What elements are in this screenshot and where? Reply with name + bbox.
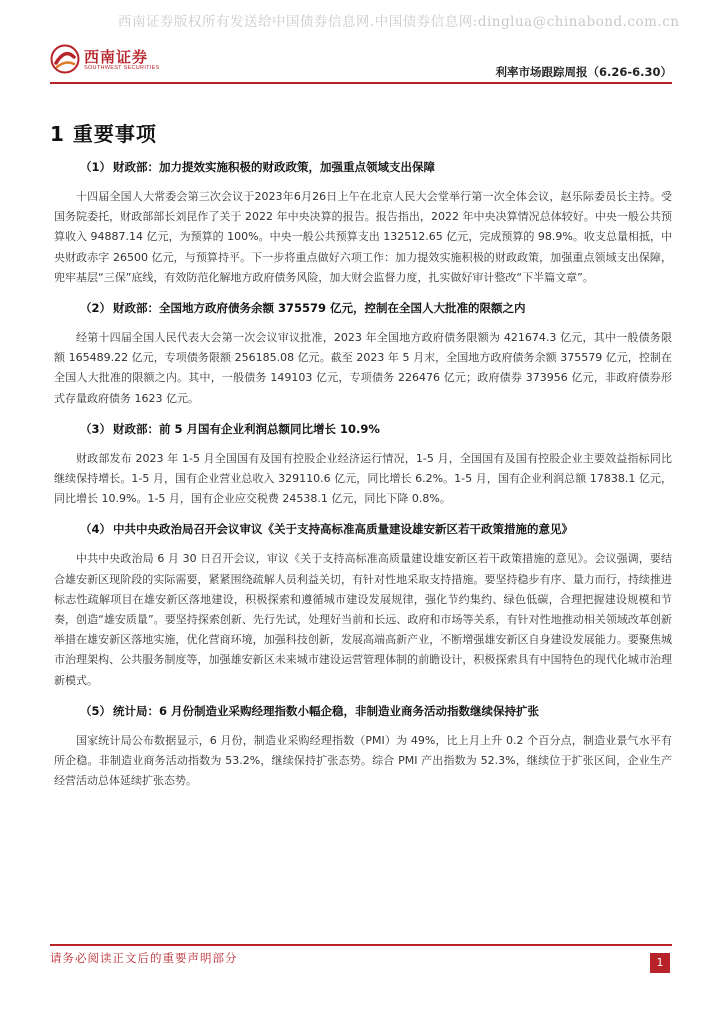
section-heading: 重要事项 (72, 122, 157, 146)
news-item-index: （5） (80, 703, 112, 718)
news-item-heading (50, 701, 672, 722)
logo-emblem-icon (50, 44, 80, 74)
news-item (50, 419, 672, 510)
section-number: 1 (50, 122, 65, 146)
header-divider (50, 82, 672, 84)
company-logo (50, 44, 170, 76)
news-item-title: 财政部：前 5 月国有企业利润总额同比增长 10.9% (113, 421, 380, 436)
watermark: 西南证券版权所有发送给中国债券信息网.中国债券信息网:dinglua@chinabond.com.cn (118, 14, 680, 30)
logo-english-name: SOUTHWEST SECURITIES (84, 65, 160, 71)
news-item-index: （1） (80, 160, 112, 174)
news-item-body: 经第十四届全国人民代表大会第一次会议审议批准，2023 年全国地方政府债务限额为 421674.3 亿元，其中一般债务限额 165489.22 亿元，专项债务限额 256185.08 亿元。截至 2023 年 5 月末，全国地方政府债务余额 375579 亿元，控制在全国人大批准的限额之内。其中，一般债务 149103 亿元，专项债务 226476 亿元；政府债券 373956 亿元，非政府债券形式存量政府债务 1623 亿元。 (54, 331, 672, 405)
main-content (50, 118, 672, 801)
page-number: 1 (650, 953, 670, 973)
logo-chinese-name: 西南证券 (84, 48, 149, 66)
news-item-title: 中共中央政治局召开会议审议《关于支持高标准高质量建设雄安新区若干政策措施的意见》 (113, 522, 574, 537)
news-item-title: 财政部：全国地方政府债务余额 375579 亿元，控制在全国人大批准的限额之内 (113, 301, 526, 316)
news-item-body: 十四届全国人大常委会第三次会议于2023年6月26日上午在北京人民大会堂举行第一次全体会议，赵乐际委员长主持。受国务院委托，财政部部长刘昆作了关于 2022 年中央决算的报告。报告指出，2022 年中央决算情况总体较好。中央一般公共预算收入 94887.14 亿元，为预算的 100%。中央一般公共预算支出 132512.65 亿元，完成预算的 98.9%。收支总量相抵，中央财政赤字 26500 亿元，与预算持平。下一步将重点做好六项工作：加力提效实施积极的财政政策，加强重点领域支出保障，兜牢基层“三保”底线，有效防范化解地方政府债务风险，加大财会监督力度，扎实做好审计整改“下半篇文章”。 (54, 190, 672, 284)
news-item-title: 统计局：6 月份制造业采购经理指数小幅企稳，非制造业商务活动指数继续保持扩张 (113, 703, 540, 718)
news-item (50, 298, 672, 409)
news-item-index: （4） (80, 522, 112, 537)
report-title: 利率市场跟踪周报（6.26-6.30） (495, 65, 672, 79)
news-item (50, 519, 672, 690)
news-item-index: （3） (80, 421, 112, 436)
news-item-index: （2） (80, 301, 112, 316)
news-item-body: 国家统计局公布数据显示，6 月份，制造业采购经理指数（PMI）为 49%，比上月上升 0.2 个百分点，制造业景气水平有所企稳。非制造业商务活动指数为 53.2%，继续保持扩张态势。综合 PMI 产出指数为 52.3%，继续位于扩张区间，企业生产经营活动总体延续扩张态势。 (54, 733, 672, 788)
news-item-heading (50, 157, 672, 178)
news-item-heading (50, 298, 672, 319)
news-item-heading (50, 519, 672, 540)
news-item (50, 157, 672, 288)
news-item-title: 财政部：加力提效实施积极的财政政策，加强重点领域支出保障 (113, 160, 436, 174)
section-title (50, 118, 672, 147)
disclaimer-note: 请务必阅读正文后的重要声明部分 (50, 951, 238, 965)
news-item-heading (50, 419, 672, 440)
footer-divider (50, 944, 672, 946)
news-item-body: 财政部发布 2023 年 1-5 月全国国有及国有控股企业经济运行情况，1-5 月，全国国有及国有控股企业主要效益指标同比继续保持增长。1-5 月，国有企业营业总收入 329110.6 亿元，同比增长 6.2%。1-5 月，国有企业利润总额 17838.1 亿元，同比增长 10.9%。1-5 月，国有企业应交税费 24538.1 亿元，同比下降 0.8%。 (54, 451, 672, 506)
news-item-body: 中共中央政治局 6 月 30 日召开会议，审议《关于支持高标准高质量建设雄安新区若干政策措施的意见》。会议强调，要结合雄安新区现阶段的实际需要，紧紧围绕疏解人员利益关切，有针对性地采取支持措施。要坚持稳步有序、量力而行，持续推进标志性疏解项目在雄安新区落地建设，积极探索和遵循城市建设发展规律，强化节约集约、绿色低碳，合理把握建设规模和节奏，创造“雄安质量”。要坚持探索创新、先行先试，处理好当前和长远、政府和市场等关系，有针对性地推动相关领域改革创新举措在雄安新区落地实施，优化营商环境，加强科技创新，发展高端高新产业，不断增强雄安新区自身建设发展能力。要聚焦城市治理架构、公共服务制度等，加强雄安新区未来城市建设运营管理体制的前瞻设计，积极探索具有中国特色的现代化城市治理新模式。 (54, 552, 672, 687)
news-item (50, 701, 672, 792)
